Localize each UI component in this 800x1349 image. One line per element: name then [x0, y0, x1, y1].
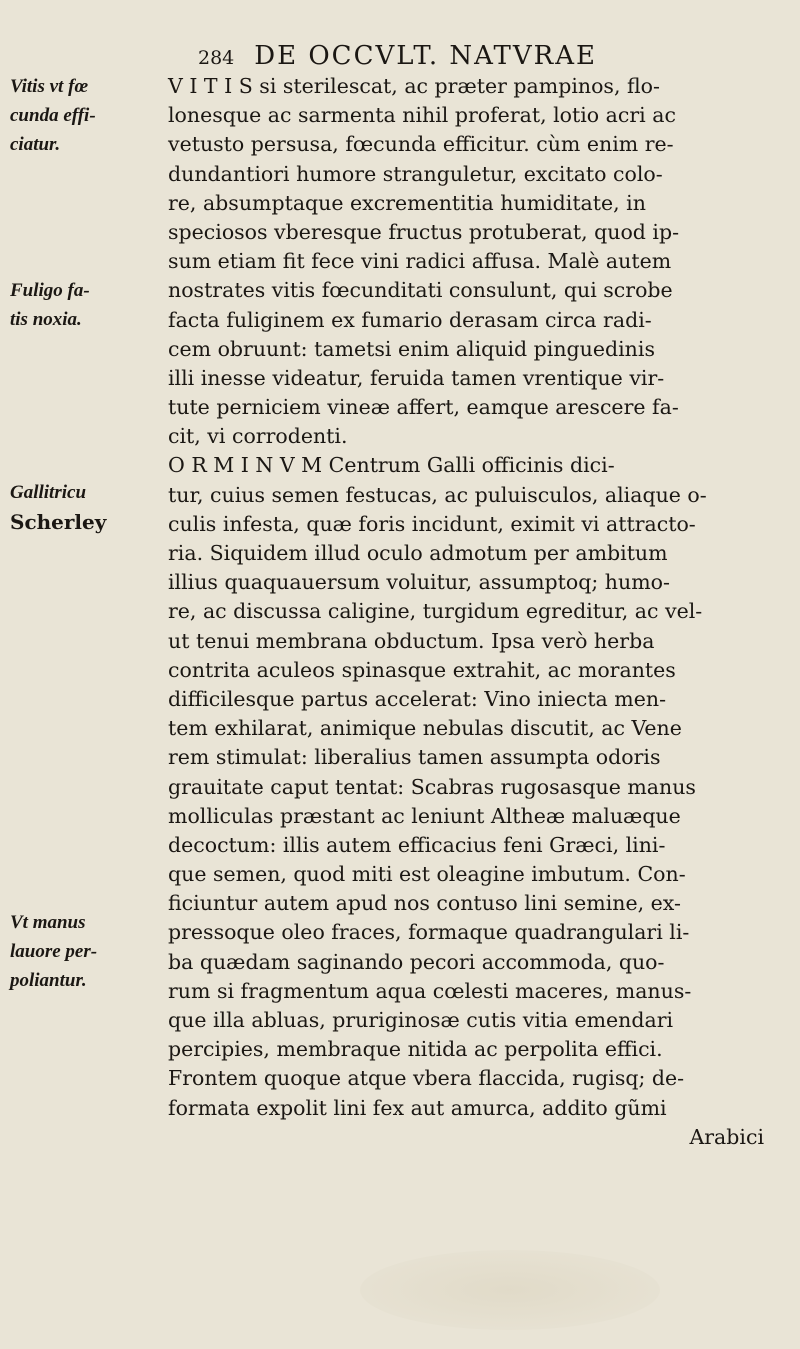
running-title: DE OCCVLT. NATVRAE — [254, 41, 597, 71]
text-line: re, ac discussa caligine, turgidum egreditur, ac vel- — [168, 599, 703, 624]
text-line: nostrates vitis fœcunditati consulunt, qui scrobe — [168, 278, 673, 303]
text-line: grauitate caput tentat: Scabras rugosasque manus — [168, 774, 696, 799]
margin-note-vitis: Vitis vt fœ cunda effi- ciatur. — [10, 76, 96, 155]
text-line: dundantiori humore stranguletur, excitato colo- — [168, 161, 663, 186]
page-number: 284 — [198, 47, 235, 69]
text-line: ut tenui membrana obductum. Ipsa verò herba — [168, 628, 655, 653]
text-line: vetusto persusa, fœcunda efficitur. cùm enim re- — [168, 132, 674, 157]
text-line: culis infesta, quæ foris incidunt, eximit vi attracto- — [168, 511, 696, 536]
text-line: V I T I S si sterilescat, ac præter pampinos, flo- — [168, 74, 660, 98]
text-line: ba quædam saginando pecori accommoda, quo- — [168, 949, 665, 974]
body-text — [168, 72, 780, 1152]
text-line: lonesque ac sarmenta nihil proferat, lotio acri ac — [168, 103, 676, 128]
text-line: illi inesse videatur, feruida tamen vrentique vir- — [168, 365, 665, 390]
text-line: contrita aculeos spinasque extrahit, ac morantes — [168, 657, 676, 682]
text-line: formata expolit lini fex aut amurca, addito gũmi — [168, 1095, 667, 1120]
text-line: rum si fragmentum aqua cœlesti maceres, manus- — [168, 978, 692, 1003]
text-line: sum etiam fit fece vini radici affusa. Malè autem — [168, 249, 672, 274]
text-line: tem exhilarat, animique nebulas discutit, ac Vene — [168, 716, 682, 741]
text-line: facta fuliginem ex fumario derasam circa radi- — [168, 307, 652, 332]
margin-note-gallitricum: Gallitricu — [10, 482, 87, 503]
text-line: cem obruunt: tametsi enim aliquid pinguedinis — [168, 336, 655, 361]
text-line: cit, vi corrodenti. — [168, 424, 348, 449]
text-line: ria. Siquidem illud oculo admotum per ambitum — [168, 541, 668, 565]
text-line: tute perniciem vineæ affert, eamque arescere fa- — [168, 395, 679, 420]
catchword: Arabici — [689, 1124, 764, 1149]
text-line: re, absumptaque excrementitia humiditate, in — [168, 190, 646, 215]
text-line: tur, cuius semen festucas, ac puluisculos, aliaque o- — [168, 482, 707, 507]
running-header — [198, 38, 758, 74]
text-line: speciosos vberesque fructus protuberat, quod ip- — [168, 219, 680, 244]
margin-note-manus: Vt manus lauore per- poliantur. — [10, 912, 98, 991]
text-line: percipies, membraque nitida ac perpolita effici. — [168, 1037, 663, 1062]
text-line: difficilesque partus accelerat: Vino iniecta men- — [168, 686, 666, 711]
text-line: que illa abluas, pruriginosæ cutis vitia emendari — [168, 1008, 674, 1032]
margin-note-fuligo: Fuligo fa- tis noxia. — [10, 280, 90, 330]
text-line: ficiuntur autem apud nos contuso lini semine, ex- — [168, 891, 681, 916]
text-line: illius quaquauersum voluitur, assumptoq; humo- — [168, 570, 670, 595]
text-line: decoctum: illis autem efficacius feni Græci, lini- — [168, 832, 666, 857]
paper-stain — [360, 1250, 660, 1330]
text-line: Frontem quoque atque vbera flaccida, rugisq; de- — [168, 1066, 685, 1091]
text-line: O R M I N V M Centrum Galli officinis dici- — [168, 453, 615, 478]
text-line: rem stimulat: liberalius tamen assumpta odoris — [168, 745, 661, 770]
margin-note-scherley: Scherley — [10, 510, 107, 534]
text-line: molliculas præstant ac leniunt Altheæ maluæque — [168, 803, 681, 828]
text-line: pressoque oleo fraces, formaque quadrangulari li- — [168, 920, 690, 945]
text-line: que semen, quod miti est oleagine imbutum. Con- — [168, 862, 686, 887]
